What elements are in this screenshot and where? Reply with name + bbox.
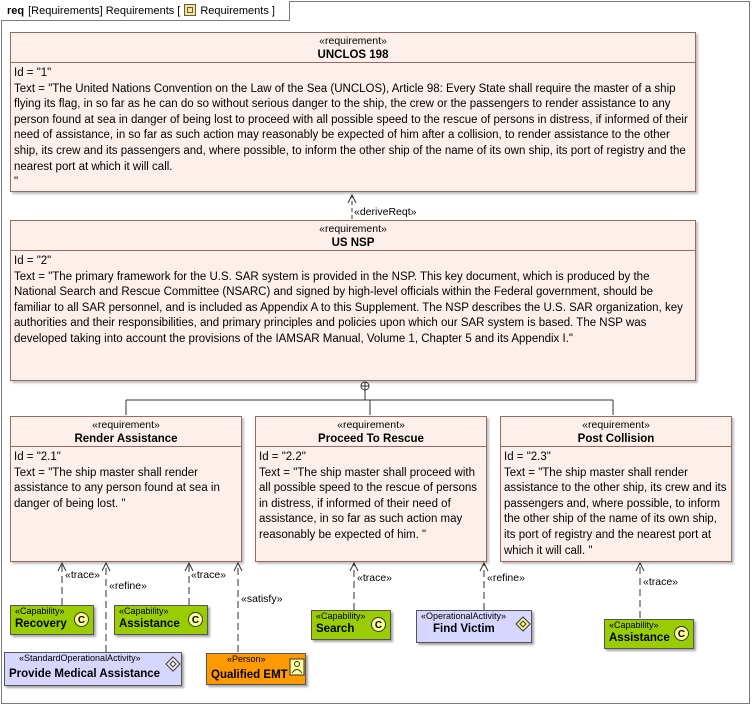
requirement-stereotype: «requirement» [319, 35, 387, 47]
requirement-id: Id = "2.1" [14, 451, 61, 463]
frame-diagram-name: Requirements [200, 5, 269, 17]
requirement-render-assistance[interactable] [10, 416, 242, 562]
element-name: Recovery [15, 618, 67, 630]
capability-icon: C [674, 626, 689, 641]
frame-close-bracket: ] [271, 5, 275, 17]
element-stereotype: «Capability» [609, 620, 659, 630]
requirement-header [11, 33, 695, 63]
element-name: Assistance [119, 618, 180, 630]
requirement-text: Text = "The ship master shall proceed with all possible speed to the rescue of persons in distress, if informed of their need of assistance, in so far as such action may reasonably be expected of him. " [259, 466, 477, 541]
requirement-id: Id = "1" [14, 67, 52, 79]
requirement-name: US NSP [331, 237, 375, 249]
standard-operational-activity-medical[interactable] [4, 652, 182, 686]
person-icon [289, 658, 305, 676]
requirement-header [11, 221, 695, 251]
requirement-text: Text = "The primary framework for the U.S. SAR system is provided in the NSP. This key document, which is produced by the National Search and Rescue Committee (NSARC) and signed by high-level officials within the Federal government, should be familiar to all SAR personnel, and is included as Appendix A to this Supplement. The NSP describes the U.S. SAR organization, key authorities and their responsibilities, and primary principles and policies upon which our SAR system is based. The NSP was developed taking into account the provisions of the IAMSAR Manual, Volume 1, Chapter 5 and its Appendix I." [14, 270, 683, 345]
capability-assistance-2[interactable] [604, 619, 694, 649]
capability-assistance[interactable] [114, 605, 208, 635]
trace-label-assistance2: «trace» [643, 576, 679, 588]
requirement-name: Render Assistance [74, 433, 178, 445]
capability-search[interactable] [311, 610, 391, 640]
person-qualified-emt[interactable] [206, 653, 306, 685]
element-stereotype: «StandardOperationalActivity» [19, 653, 141, 663]
capability-recovery[interactable] [10, 605, 94, 635]
element-stereotype: «Person» [227, 654, 266, 664]
element-stereotype: «Capability» [15, 606, 65, 616]
requirement-proceed-to-rescue[interactable] [255, 416, 487, 562]
requirement-id: Id = "2" [14, 255, 52, 267]
operational-activity-find-victim[interactable] [416, 610, 532, 643]
requirement-text-end: " [14, 176, 19, 189]
trace-label-assistance: «trace» [191, 569, 227, 581]
operational-activity-icon [165, 656, 181, 672]
requirement-us-nsp[interactable] [10, 220, 696, 381]
capability-icon: C [74, 612, 89, 627]
requirement-id: Id = "2.3" [504, 451, 551, 463]
capability-icon: C [188, 612, 203, 627]
trace-label-search: «trace» [357, 572, 393, 584]
requirement-header [11, 417, 241, 447]
derive-label: «deriveReqt» [354, 206, 417, 218]
element-stereotype: «Capability» [316, 611, 366, 621]
satisfy-label-emt: «satisfy» [241, 593, 283, 605]
element-name: Qualified EMT [211, 669, 288, 681]
trace-label-recovery: «trace» [65, 569, 101, 581]
operational-activity-icon [515, 616, 531, 632]
requirement-header [501, 417, 731, 447]
requirement-post-collision[interactable] [500, 416, 732, 562]
requirement-text: Text = "The United Nations Convention on the Law of the Sea (UNCLOS), Article 98: Every State shall require the master of a ship flying its flag, in so far as he can do so without serious danger to the ship, the crew or the passengers to render assistance to any person found at sea in danger of being lost to proceed with all possible speed to the rescue of persons in distress, if informed of their need of assistance, in so far as such action may reasonably be expected of him after a collision, to render assistance to the other ship, its crew and its passengers and, where possible, to inform the other ship of the name of its own ship, its port of registry and the nearest port at which it will call. [14, 82, 688, 173]
requirement-id: Id = "2.2" [259, 451, 306, 463]
frame-kind: req [7, 5, 25, 17]
frame-title: [Requirements] Requirements [ [28, 5, 181, 17]
element-name: Assistance [609, 632, 670, 644]
requirement-header [256, 417, 486, 447]
requirement-unclos[interactable] [10, 32, 696, 192]
requirement-name: UNCLOS 198 [317, 49, 389, 61]
requirement-stereotype: «requirement» [337, 419, 405, 431]
refine-label-medical: «refine» [109, 580, 147, 592]
requirement-stereotype: «requirement» [319, 223, 387, 235]
element-stereotype: «OperationalActivity» [421, 611, 507, 621]
element-name: Find Victim [433, 623, 495, 635]
requirement-name: Proceed To Rescue [318, 433, 424, 445]
capability-icon: C [371, 617, 386, 632]
requirement-stereotype: «requirement» [582, 419, 650, 431]
requirement-stereotype: «requirement» [92, 419, 160, 431]
requirement-text: Text = "The ship master shall render assistance to any person found at sea in danger of being lost. " [14, 466, 220, 510]
requirement-text: Text = "The ship master shall render assistance to the other ship, its crew and its passengers and, where possible, to inform the other ship of the name of its own ship, its port of registry and the nearest port at which it will call. " [504, 466, 727, 557]
refine-label-findvictim: «refine» [487, 572, 525, 584]
element-name: Search [316, 623, 355, 635]
element-stereotype: «Capability» [119, 606, 169, 616]
requirement-name: Post Collision [577, 433, 655, 445]
element-name: Provide Medical Assistance [9, 668, 161, 680]
